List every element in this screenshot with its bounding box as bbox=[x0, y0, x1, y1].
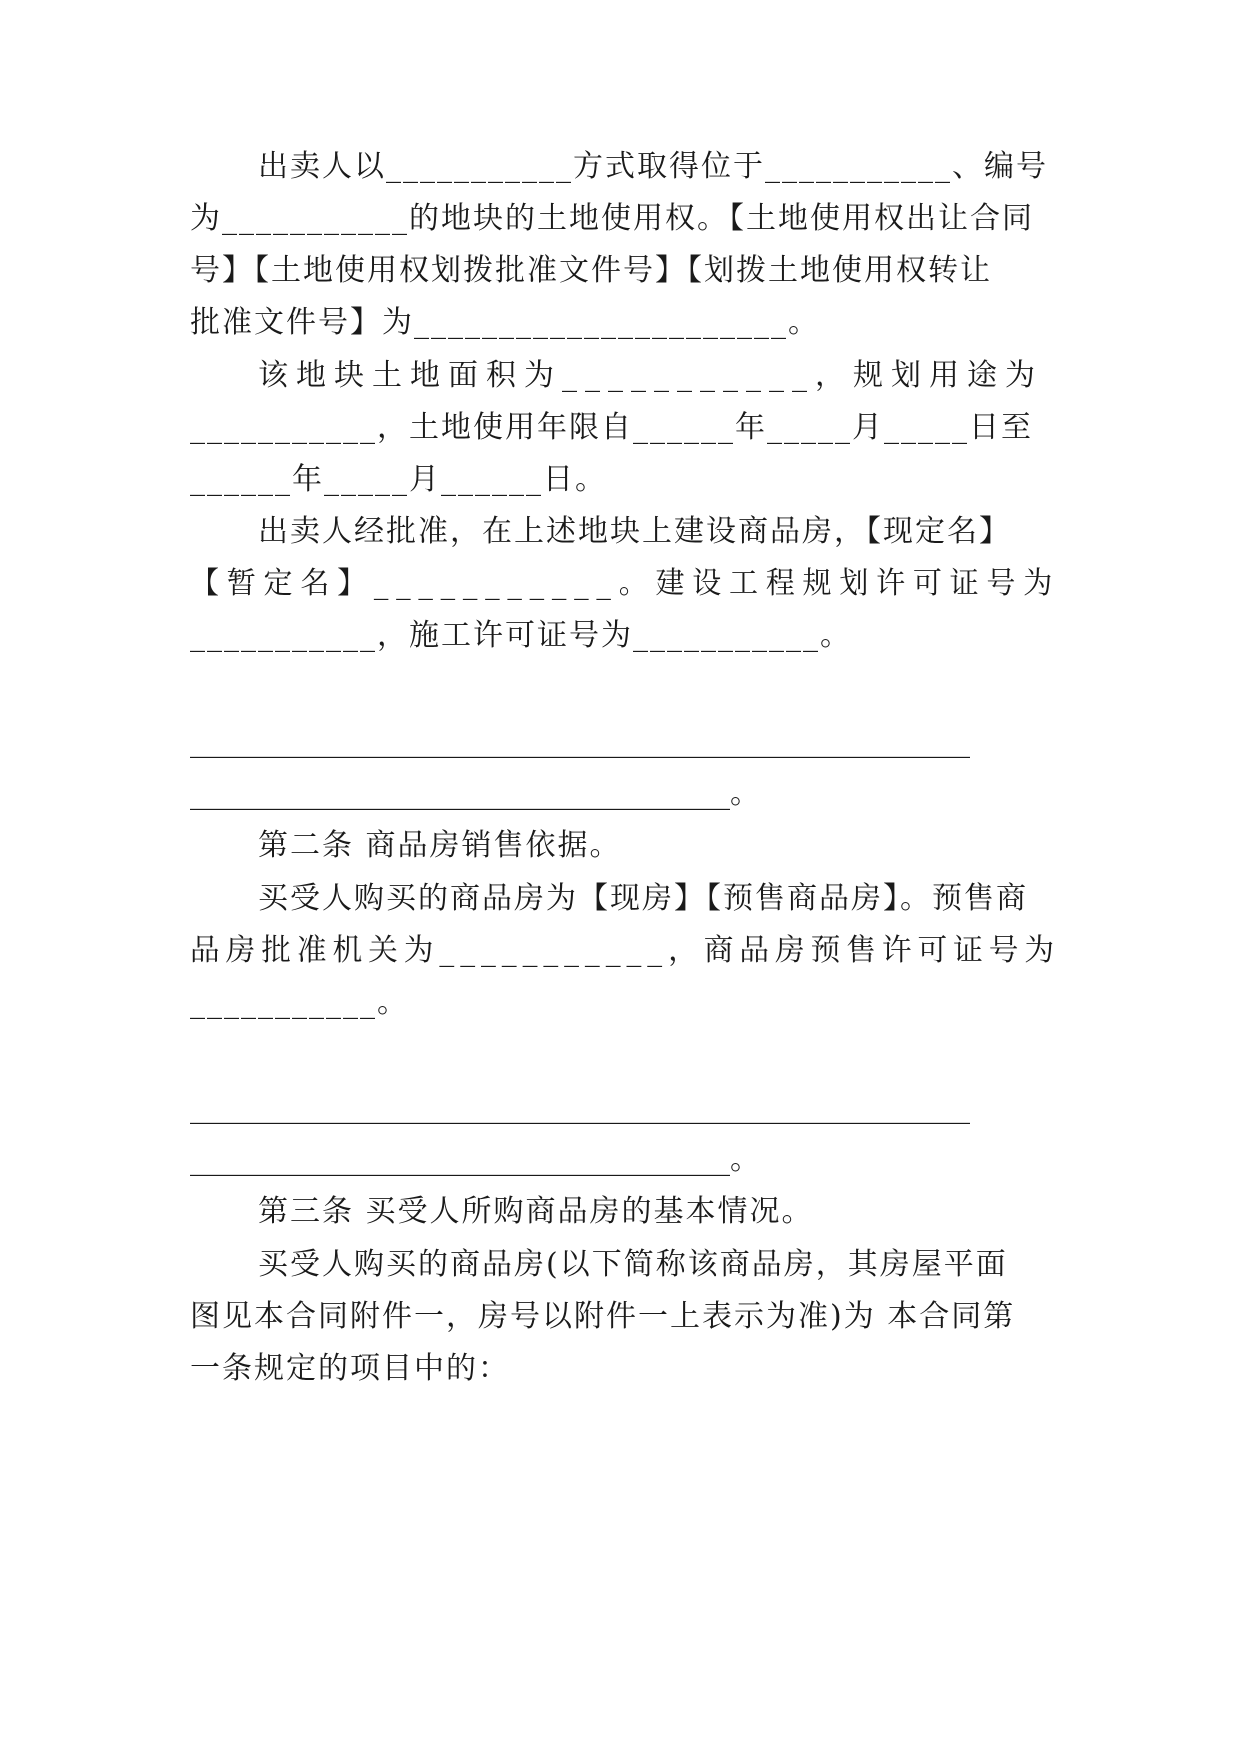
paragraph-line: 为___________的地块的土地使用权。【土地使用权出让合同 bbox=[190, 201, 1034, 236]
paragraph-line: 买受人购买的商品房为【现房】【预售商品房】。预售商 bbox=[258, 881, 1028, 916]
paragraph-line: ______年_____月______日。 bbox=[190, 462, 607, 497]
paragraph-line: 买受人购买的商品房(以下简称该商品房，其房屋平面 bbox=[258, 1247, 1008, 1282]
blank-fill-line: ____________________________________________________ bbox=[190, 724, 970, 759]
paragraph-line: ___________，土地使用年限自______年_____月_____日至 bbox=[190, 410, 1033, 445]
blank-fill-line: ____________________________________。 bbox=[190, 776, 760, 811]
paragraph-line: 出卖人经批准，在上述地块上建设商品房，【现定名】 bbox=[258, 514, 1011, 549]
section-heading: 第三条 买受人所购商品房的基本情况。 bbox=[258, 1194, 814, 1229]
paragraph-line: ___________，施工许可证号为___________。 bbox=[190, 618, 852, 653]
paragraph-line: 【暂定名】___________。建设工程规划许可证号为 bbox=[190, 566, 1060, 601]
paragraph-line: 批准文件号】为______________________。 bbox=[190, 305, 820, 340]
paragraph-line: 出卖人以___________方式取得位于___________、编号 bbox=[258, 149, 1048, 184]
paragraph-line: 一条规定的项目中的： bbox=[190, 1351, 510, 1386]
paragraph-line: 该地块土地面积为___________，规划用途为 bbox=[258, 358, 1043, 393]
paragraph-line: 图见本合同附件一，房号以附件一上表示为准)为 本合同第 bbox=[190, 1299, 1016, 1334]
paragraph-line: 号】【土地使用权划拨批准文件号】【划拨土地使用权转让 bbox=[190, 253, 992, 288]
paragraph-line: ___________。 bbox=[190, 985, 409, 1020]
section-heading: 第二条 商品房销售依据。 bbox=[258, 828, 622, 863]
paragraph-line: 品房批准机关为___________，商品房预售许可证号为 bbox=[190, 933, 1061, 968]
blank-fill-line: ____________________________________________________ bbox=[190, 1090, 970, 1125]
blank-fill-line: ____________________________________。 bbox=[190, 1142, 760, 1177]
